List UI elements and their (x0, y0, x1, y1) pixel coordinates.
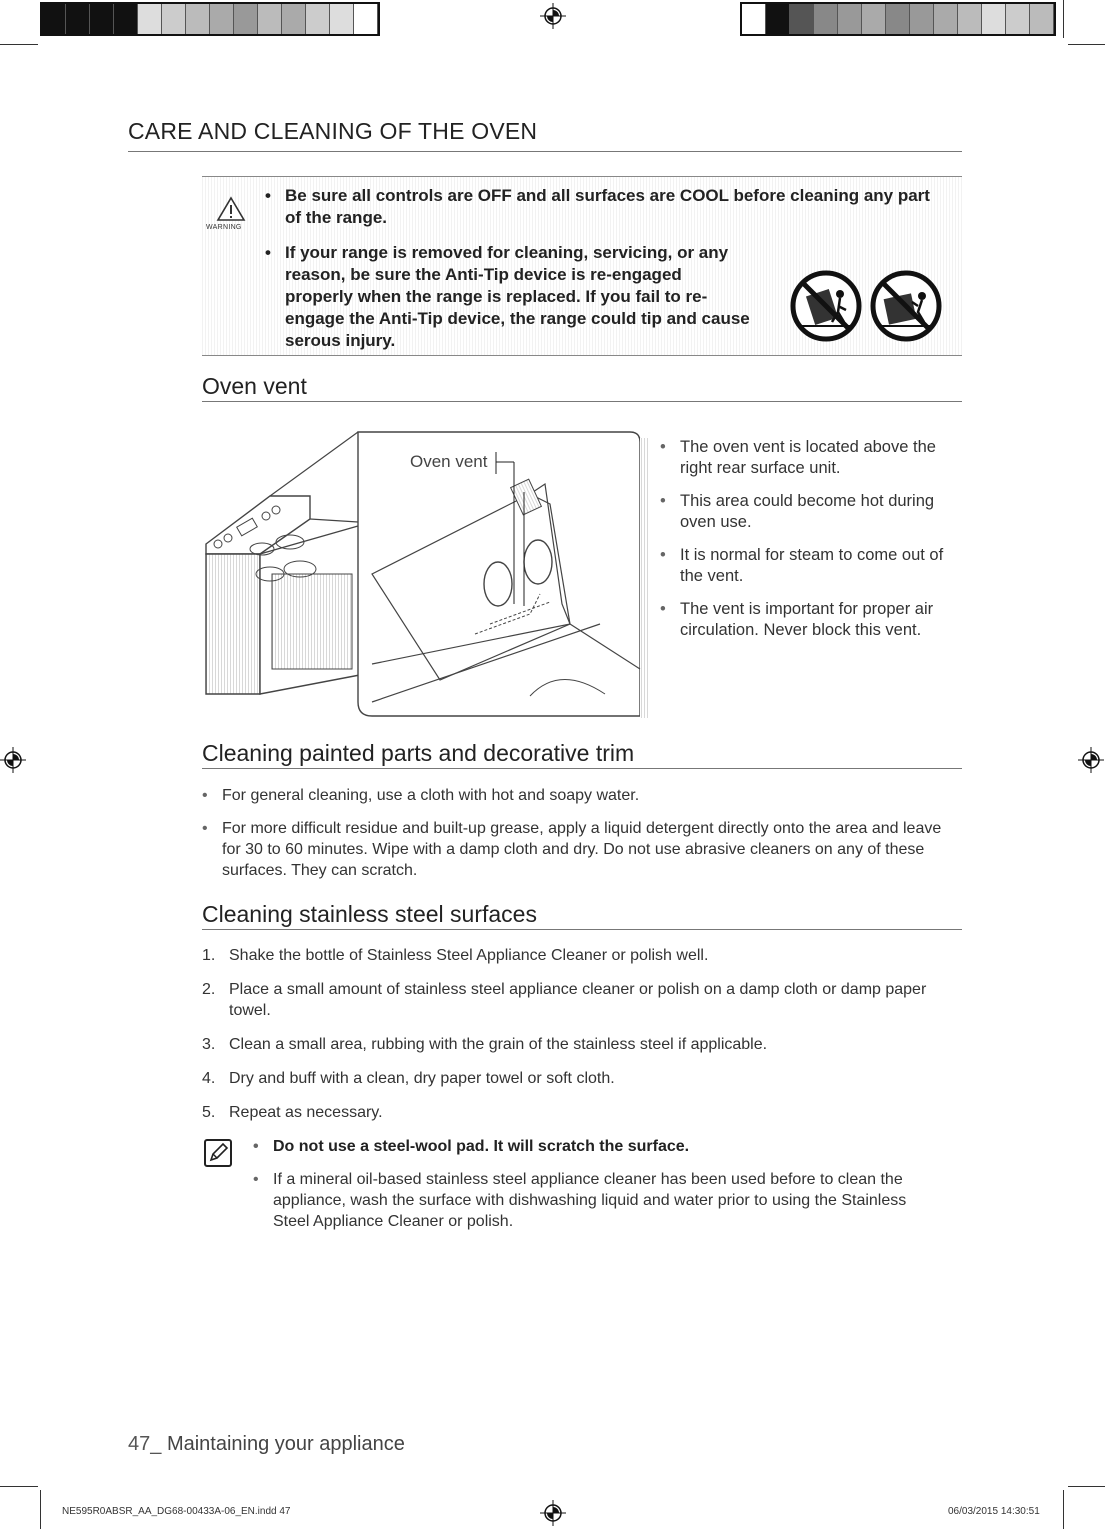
list-item (202, 1102, 962, 1123)
callout-label-oven-vent: Oven vent (410, 452, 488, 471)
crop-mark (1063, 0, 1064, 38)
list-item (202, 945, 962, 966)
warning-triangle-icon (216, 196, 246, 222)
list-item: • The oven vent is located above the right rear surface unit. (660, 437, 960, 479)
crop-mark (0, 44, 38, 45)
bullet-dot: • (265, 243, 271, 262)
page-title: CARE AND CLEANING OF THE OVEN (128, 118, 538, 144)
section-heading-oven-vent: Oven vent (202, 373, 307, 399)
painted-parts-list (202, 785, 962, 893)
warning-text: Be sure all controls are OFF and all surfaces are COOL before cleaning any part of the range. (285, 186, 930, 227)
page-number: 47_ (128, 1433, 162, 1455)
bullet-dot: • (265, 186, 271, 205)
stainless-steps (202, 945, 962, 1136)
section-rule (202, 768, 962, 769)
list-item (202, 979, 962, 1021)
footer-section: Maintaining your appliance (166, 1433, 405, 1455)
step-number: 4. (202, 1070, 216, 1087)
anti-tip-prohibited-icon (786, 266, 866, 346)
print-timestamp: 06/03/2015 14:30:51 (948, 1506, 1040, 1517)
color-bar-left (40, 2, 380, 36)
list-item: • This area could become hot during oven use. (660, 491, 960, 533)
list-item (202, 1068, 962, 1089)
step-number: 2. (202, 981, 216, 998)
footer-page-label (128, 1433, 405, 1456)
step-text: Repeat as necessary. (229, 1104, 383, 1121)
crop-mark (40, 1490, 41, 1529)
crop-mark (0, 1486, 38, 1487)
color-bar-right (740, 2, 1056, 36)
registration-mark-icon (540, 1500, 566, 1526)
warning-text: If your range is removed for cleaning, servicing, or any reason, be sure the Anti-Tip device is re-engaged properly when the range is replaced. If you fail to re-engage the Anti-Tip device, the range could tip and cause serous injury. (285, 243, 750, 350)
list-item: • For more difficult residue and built-up grease, apply a liquid detergent directly onto the area and leave for 30 to 60 minutes. Wipe with a damp cloth and dry. Do not use abrasive cleaners on any of these surfaces. They can scratch. (202, 818, 962, 881)
warning-item (265, 185, 945, 229)
list-item: • Do not use a steel-wool pad. It will scratch the surface. (253, 1136, 943, 1157)
step-number: 1. (202, 947, 216, 964)
crop-mark (1068, 1486, 1105, 1487)
list-item: • If a mineral oil-based stainless steel appliance cleaner has been used before to clean the appliance, wash the surface with dishwashing liquid and water prior to using the Stainless Steel Appliance Cleaner or polish. (253, 1169, 943, 1232)
list-item (202, 1034, 962, 1055)
step-text: Place a small amount of stainless steel appliance cleaner or polish on a damp cloth or damp paper towel. (229, 981, 927, 1019)
list-item: • The vent is important for proper air circulation. Never block this vent. (660, 599, 960, 641)
warning-item (265, 242, 750, 352)
warning-label: WARNING (206, 224, 242, 231)
section-heading-stainless: Cleaning stainless steel surfaces (202, 901, 537, 927)
stainless-notes (253, 1136, 943, 1244)
step-text: Clean a small area, rubbing with the grain of the stainless steel if applicable. (229, 1036, 768, 1053)
step-number: 3. (202, 1036, 216, 1053)
registration-mark-icon (0, 747, 26, 773)
step-text: Shake the bottle of Stainless Steel Appliance Cleaner or polish well. (229, 947, 709, 964)
list-item: • It is normal for steam to come out of the vent. (660, 545, 960, 587)
section-rule (202, 929, 962, 930)
crop-mark (1063, 1490, 1064, 1529)
anti-tip-prohibited-icon (866, 266, 946, 346)
section-rule (202, 401, 962, 402)
file-slug: NE595R0ABSR_AA_DG68-00433A-06_EN.indd 47 (62, 1506, 291, 1517)
registration-mark-icon (540, 3, 566, 29)
list-item: • For general cleaning, use a cloth with hot and soapy water. (202, 785, 962, 806)
step-number: 5. (202, 1104, 216, 1121)
oven-vent-list (660, 437, 960, 653)
title-rule (128, 151, 962, 152)
registration-mark-icon (1078, 747, 1104, 773)
crop-mark (1068, 44, 1105, 45)
section-heading-painted-parts: Cleaning painted parts and decorative trim (202, 740, 635, 766)
step-text: Dry and buff with a clean, dry paper towel or soft cloth. (229, 1070, 615, 1087)
note-pencil-icon (203, 1138, 233, 1168)
